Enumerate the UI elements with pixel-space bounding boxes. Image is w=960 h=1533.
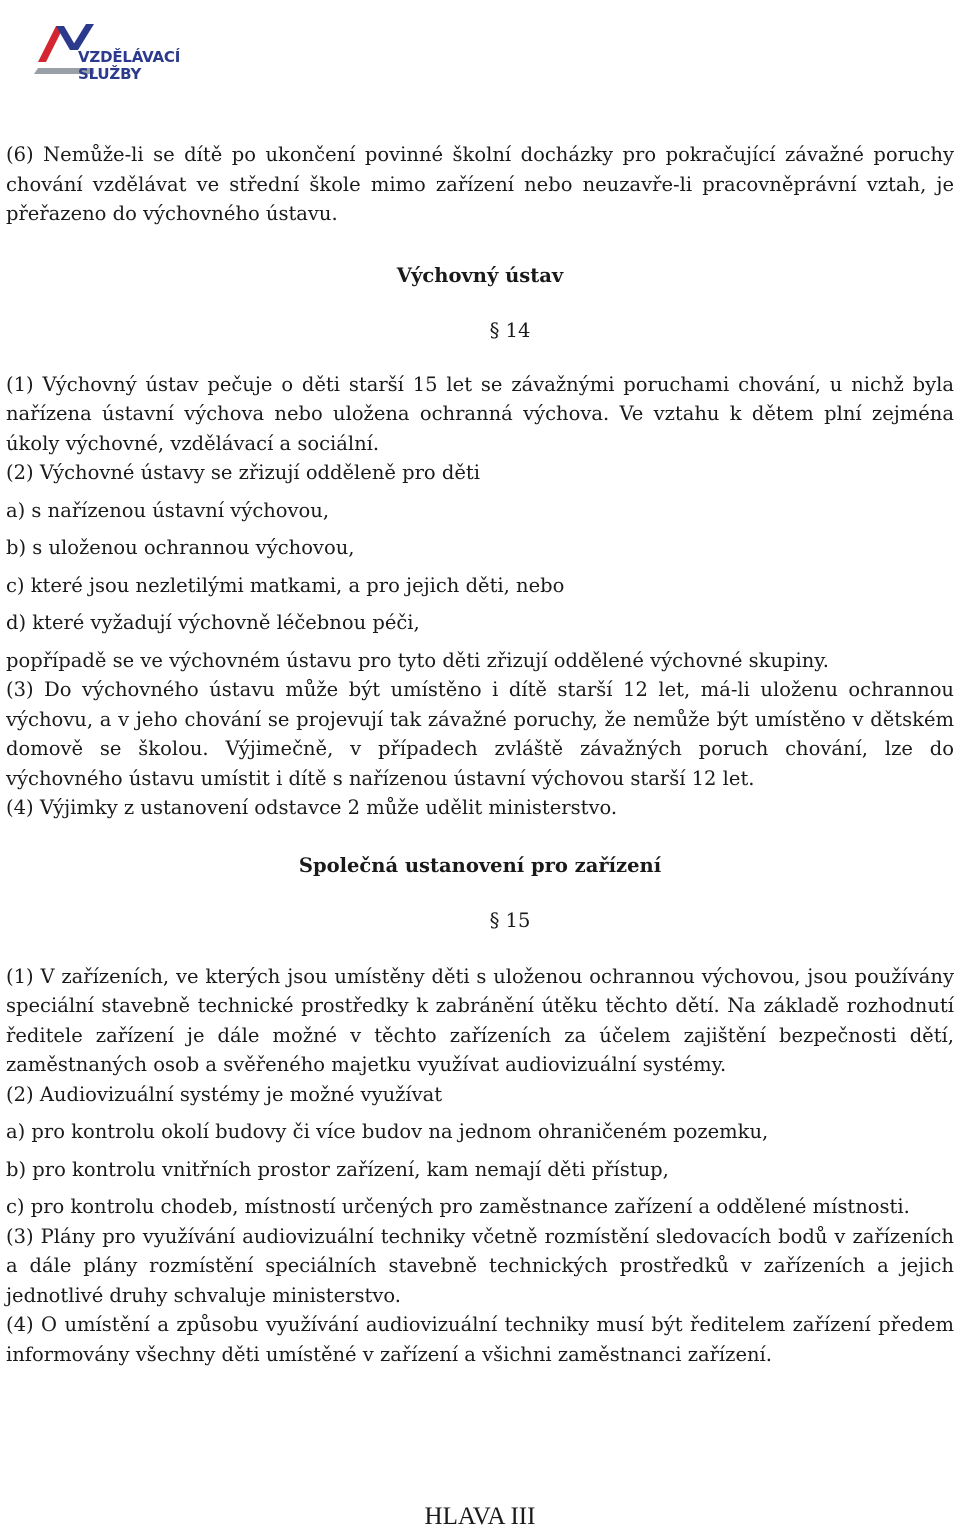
s15-paragraph-4: (4) O umístění a způsobu využívání audiovizuální techniky musí být ředitelem zařízení předem informovány všechny děti umístěné v zařízení a všichni zaměstnanci zařízení. xyxy=(6,1313,954,1366)
s15-paragraph-2: (2) Audiovizuální systémy je možné využívat xyxy=(6,1082,443,1106)
heading-spolecna-ustanoveni: Společná ustanovení pro zařízení xyxy=(298,853,662,877)
s15-item-c: c) pro kontrolu chodeb, místností určených pro zaměstnance zařízení a oddělené místnosti. xyxy=(6,1195,910,1218)
s14-item-c: c) které jsou nezletilými matkami, a pro jejich děti, nebo xyxy=(6,573,565,597)
chapter-heading: HLAVA III xyxy=(424,1503,536,1530)
s14-paragraph-1: (1) Výchovný ústav pečuje o děti starší 15 let se závažnými poruchami chování, u nichž byla nařízena ústavní výchova nebo uložena ochranná výchova. Ve vztahu k dětem plní zejména úkoly výchovné, vzdělávací a sociální. xyxy=(6,372,954,455)
document-body xyxy=(6,140,954,1369)
s14-paragraph-4: (4) Výjimky z ustanovení odstavce 2 může udělit ministerstvo. xyxy=(6,796,618,819)
s14-item-d: d) které vyžadují výchovně léčebnou péči, xyxy=(6,611,420,634)
s14-paragraph-3: (3) Do výchovného ústavu může být umístěno i dítě starší 12 let, má-li uloženu ochrannou výchovu, a v jeho chování se projevují tak závažné poruchy, že nemůže být umístěno v dětském domově se školou. Výjimečně, v případech zvláště závažných poruch chování, lze do výchovného ústavu umístit i dítě s nařízenou ústavní výchovou starší 12 let. xyxy=(6,678,954,790)
s14-item-a: a) s nařízenou ústavní výchovou, xyxy=(6,498,330,522)
logo-line2: SLUŽBY xyxy=(78,65,142,83)
section-15: § 15 xyxy=(489,909,531,932)
paragraph-6: (6) Nemůže-li se dítě po ukončení povinné školní docházky pro pokračující závažné poruchy chování vzdělávat ve střední škole mimo zařízení nebo neuzavře-li pracovněprávní vztah, je přeřazeno do výchovného ústavu. xyxy=(6,143,954,225)
s14-item-b: b) s uloženou ochrannou výchovou, xyxy=(6,536,355,559)
logo-line1: VZDĚLÁVACÍ xyxy=(78,48,181,66)
s15-item-a: a) pro kontrolu okolí budovy či více budov na jednom ohraničeném pozemku, xyxy=(6,1120,769,1143)
s15-paragraph-1: (1) V zařízeních, ve kterých jsou umístěny děti s uloženou ochrannou výchovou, jsou používány speciální stavebně technické prostředky k zabránění útěku těchto dětí. Na základě rozhodnutí ředitele zařízení je dále možné v těchto zařízeních za účelem zajištění bezpečnosti dětí, zaměstnaných osob a svěřeného majetku využívat audiovizuální systémy. xyxy=(6,964,954,1076)
s15-item-b: b) pro kontrolu vnitřních prostor zařízení, kam nemají děti přístup, xyxy=(6,1157,669,1181)
logo-text xyxy=(78,49,180,83)
s15-paragraph-3: (3) Plány pro využívání audiovizuální techniky včetně rozmístění sledovacích bodů v zařízeních a dále plány rozmístění speciálních stavebně technických prostředků v zařízeních a jejich jednotlivé druhy schvaluje ministerstvo. xyxy=(6,1224,954,1307)
s14-paragraph-2: (2) Výchovné ústavy se zřizují odděleně pro děti xyxy=(6,461,480,484)
s14-tail: popřípadě se ve výchovném ústavu pro tyto děti zřizují oddělené výchovné skupiny. xyxy=(6,648,829,672)
heading-vychovny-ustav: Výchovný ústav xyxy=(396,263,564,287)
logo xyxy=(34,16,194,100)
section-14: § 14 xyxy=(489,319,531,342)
